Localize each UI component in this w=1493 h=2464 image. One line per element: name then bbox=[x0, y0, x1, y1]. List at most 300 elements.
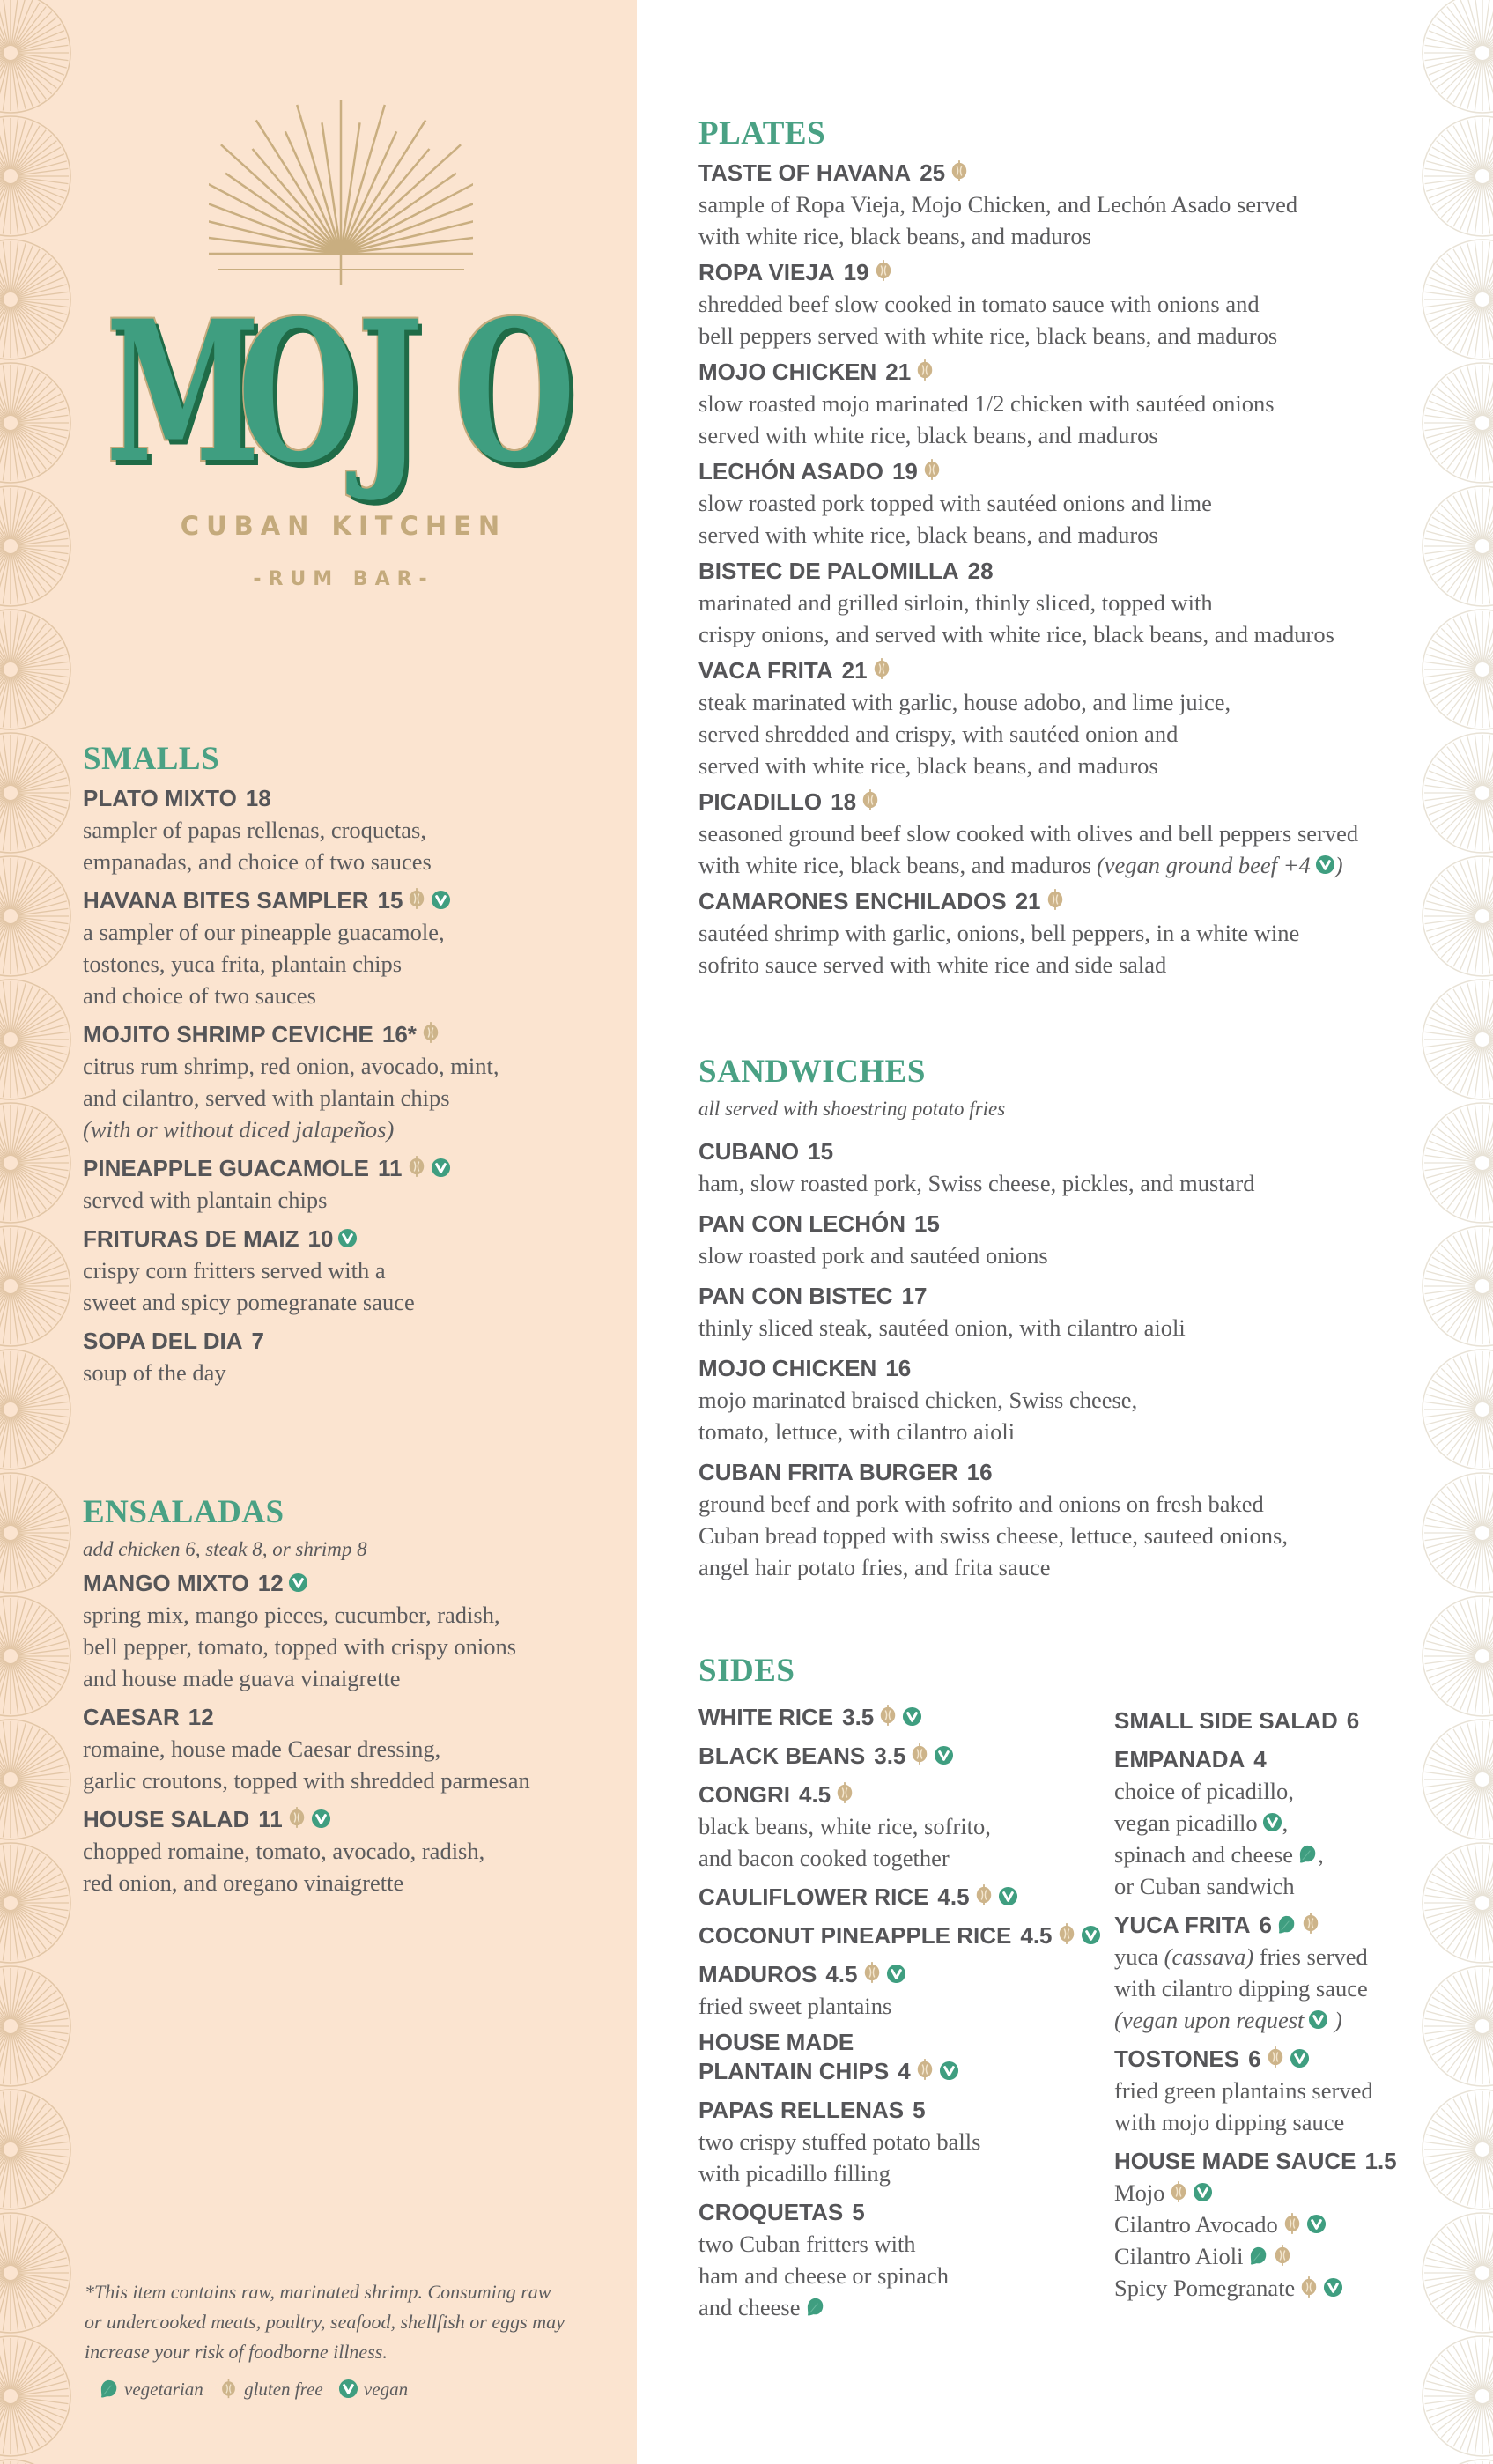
item-name: MOJITO SHRIMP CEVICHE bbox=[83, 1021, 373, 1047]
gluten-free-wheat-icon bbox=[1057, 1921, 1076, 1946]
gluten-free-wheat-icon bbox=[922, 457, 942, 482]
item-name: BLACK BEANS bbox=[698, 1743, 866, 1769]
vegan-v-icon bbox=[998, 1886, 1018, 1906]
desc-line: steak marinated with garlic, house adobo, and lime juice, bbox=[698, 689, 1231, 715]
item-name: MADUROS bbox=[698, 1961, 817, 1987]
item-header bbox=[83, 1701, 629, 1733]
desc-text: ) bbox=[1334, 852, 1343, 878]
item-header bbox=[698, 1352, 1403, 1384]
item-header bbox=[698, 1779, 1112, 1810]
item-description bbox=[83, 916, 629, 1011]
item-price: 15 bbox=[808, 1138, 834, 1165]
menu-item bbox=[698, 555, 1403, 650]
gluten-free-wheat-icon bbox=[878, 1703, 898, 1728]
item-price: 16* bbox=[381, 1021, 417, 1047]
gluten-free-wheat-icon bbox=[407, 886, 426, 911]
vegan-v-icon bbox=[902, 1706, 922, 1727]
desc-line: with white rice, black beans, and maduros bbox=[698, 223, 1091, 249]
menu-item bbox=[1114, 1705, 1467, 1736]
vegan-v-icon bbox=[288, 1572, 308, 1593]
vegan-v-icon bbox=[1323, 2277, 1343, 2298]
item-header bbox=[698, 1208, 1403, 1239]
item-name: FRITURAS DE MAIZ bbox=[83, 1225, 299, 1252]
sauce-name: Cilantro Aioli bbox=[1114, 2243, 1244, 2269]
item-name: TASTE OF HAVANA bbox=[698, 159, 912, 186]
item-description bbox=[83, 1050, 629, 1145]
item-price: 11 bbox=[258, 1806, 283, 1832]
item-name: LECHÓN ASADO bbox=[698, 458, 883, 485]
sauce-item bbox=[1114, 2209, 1467, 2240]
menu-item bbox=[698, 2094, 1112, 2189]
item-name: PINEAPPLE GUACAMOLE bbox=[83, 1155, 370, 1181]
desc-line: romaine, house made Caesar dressing, bbox=[83, 1735, 441, 1762]
item-price: 6 bbox=[1248, 2046, 1261, 2072]
item-header bbox=[83, 1018, 629, 1050]
desc-line: chopped romaine, tomato, avocado, radish, bbox=[83, 1838, 485, 1864]
item-price: 3.5 bbox=[842, 1704, 875, 1730]
gluten-free-wheat-icon bbox=[835, 1780, 854, 1805]
vegan-v-icon bbox=[886, 1964, 906, 1984]
menu-item bbox=[1114, 1909, 1467, 2036]
item-header bbox=[698, 2055, 1112, 2087]
item-description bbox=[83, 1599, 629, 1694]
section-title: SMALLS bbox=[83, 741, 220, 777]
desc-line: and bacon cooked together bbox=[698, 1845, 950, 1871]
gluten-free-wheat-icon bbox=[861, 788, 880, 812]
section-title: ENSALADAS bbox=[83, 1494, 285, 1530]
desc-line: with picadillo filling bbox=[698, 2160, 891, 2187]
legend-label: gluten free bbox=[244, 2379, 323, 2400]
item-header bbox=[698, 1958, 1112, 1990]
item-name: PAN CON BISTEC bbox=[698, 1283, 893, 1309]
section-note: all served with shoestring potato fries bbox=[698, 1098, 1006, 1120]
item-name: CAESAR bbox=[83, 1704, 180, 1730]
menu-item bbox=[698, 1352, 1403, 1447]
item-header bbox=[1114, 1705, 1467, 1736]
section-title: PLATES bbox=[698, 115, 826, 152]
item-header bbox=[1114, 1743, 1467, 1775]
dietary-legend bbox=[99, 2379, 418, 2401]
desc-text: (vegan upon request bbox=[1114, 2007, 1305, 2033]
desc-line: sample of Ropa Vieja, Mojo Chicken, and Lechón Asado served bbox=[698, 191, 1298, 218]
item-name: HOUSE MADE SAUCE bbox=[1114, 2148, 1356, 2174]
desc-line: or Cuban sandwich bbox=[1114, 1873, 1295, 1899]
desc-line: slow roasted pork topped with sautéed onions and lime bbox=[698, 490, 1212, 516]
desc-line: served with white rice, black beans, and maduros bbox=[698, 522, 1158, 548]
vegetarian-leaf-icon bbox=[1248, 2246, 1268, 2266]
desc-line: marinated and grilled sirloin, thinly sliced, topped with bbox=[698, 589, 1213, 616]
brand-wordmark bbox=[106, 277, 581, 506]
item-name: PAN CON LECHÓN bbox=[698, 1210, 905, 1237]
gluten-free-wheat-icon bbox=[874, 258, 893, 283]
menu-item bbox=[83, 782, 629, 877]
item-price: 6 bbox=[1346, 1707, 1360, 1734]
item-price: 4 bbox=[898, 2058, 911, 2084]
brand-tagline: -RUM BAR- bbox=[253, 568, 434, 590]
item-name: YUCA FRITA bbox=[1114, 1912, 1251, 1938]
item-description bbox=[83, 814, 629, 877]
desc-line: ham, slow roasted pork, Swiss cheese, pickles, and mustard bbox=[698, 1170, 1255, 1196]
palm-rays-icon bbox=[209, 82, 473, 307]
item-name: CROQUETAS bbox=[698, 2199, 844, 2225]
item-header bbox=[698, 256, 1403, 288]
sauce-item bbox=[1114, 2177, 1467, 2209]
section-ensaladas bbox=[83, 1493, 629, 1905]
item-header bbox=[83, 1223, 629, 1254]
item-name: CAMARONES ENCHILADOS bbox=[698, 888, 1007, 914]
menu-item bbox=[83, 1567, 629, 1694]
item-price: 28 bbox=[967, 558, 994, 584]
desc-line: served with white rice, black beans, and maduros bbox=[698, 422, 1158, 448]
desc-text: spinach and cheese bbox=[1114, 1841, 1294, 1868]
desc-line bbox=[698, 849, 1403, 881]
item-name: COCONUT PINEAPPLE RICE bbox=[698, 1922, 1012, 1949]
desc-line bbox=[1114, 1839, 1467, 1870]
desc-line: sampler of papas rellenas, croquetas, bbox=[83, 817, 426, 843]
item-header bbox=[83, 782, 629, 814]
section-plates bbox=[698, 115, 1403, 985]
desc-text: , bbox=[1318, 1841, 1324, 1868]
desc-text: , bbox=[1282, 1809, 1289, 1836]
desc-italic: (cassava) bbox=[1164, 1943, 1254, 1970]
item-name: CONGRI bbox=[698, 1781, 790, 1808]
vegan-v-icon bbox=[1315, 855, 1335, 875]
item-price: 4.5 bbox=[1020, 1922, 1053, 1949]
item-name: SOPA DEL DIA bbox=[83, 1328, 243, 1354]
item-description bbox=[698, 288, 1403, 351]
vegan-v-icon bbox=[1262, 1812, 1282, 1832]
sauce-item bbox=[1114, 2272, 1467, 2304]
item-header bbox=[698, 1280, 1403, 1312]
item-price: 21 bbox=[885, 359, 912, 385]
menu-item bbox=[698, 157, 1403, 252]
vegan-v-icon bbox=[1193, 2182, 1213, 2202]
gluten-free-wheat-icon bbox=[974, 1883, 994, 1907]
desc-line bbox=[1114, 1941, 1467, 1972]
item-name: HAVANA BITES SAMPLER bbox=[83, 887, 369, 914]
menu-item bbox=[698, 1456, 1403, 1583]
desc-line: angel hair potato fries, and frita sauce bbox=[698, 1554, 1051, 1580]
item-price: 15 bbox=[913, 1210, 940, 1237]
desc-line: slow roasted pork and sautéed onions bbox=[698, 1242, 1048, 1269]
desc-line: crispy onions, and served with white rice, black beans, and maduros bbox=[698, 621, 1334, 647]
item-name-line: HOUSE MADE bbox=[698, 2029, 854, 2055]
desc-line: choice of picadillo, bbox=[1114, 1778, 1294, 1804]
item-header bbox=[83, 1325, 629, 1357]
section-smalls bbox=[83, 740, 629, 1395]
item-description bbox=[698, 1312, 1403, 1343]
menu-item bbox=[83, 1152, 629, 1216]
item-price: 25 bbox=[920, 159, 946, 186]
vegetarian-leaf-icon bbox=[1276, 1914, 1297, 1935]
menu-item bbox=[698, 1779, 1112, 1874]
brand-letter: M bbox=[106, 277, 261, 506]
desc-text: yuca bbox=[1114, 1943, 1164, 1970]
menu-item bbox=[698, 1740, 1112, 1772]
desc-line: and cilantro, served with plantain chips bbox=[83, 1084, 450, 1111]
gluten-free-wheat-icon bbox=[1266, 2045, 1285, 2069]
raw-food-disclaimer bbox=[85, 2277, 613, 2367]
desc-text: ) bbox=[1328, 2007, 1342, 2033]
menu-item bbox=[698, 1280, 1403, 1343]
item-name: PLATO MIXTO bbox=[83, 785, 237, 811]
item-header bbox=[698, 455, 1403, 487]
item-header bbox=[698, 1881, 1112, 1913]
menu-item bbox=[83, 1701, 629, 1796]
item-price: 4.5 bbox=[937, 1883, 970, 1910]
desc-line: tostones, yuca frita, plantain chips bbox=[83, 951, 403, 977]
desc-line: fried sweet plantains bbox=[698, 1993, 892, 2019]
desc-line: two Cuban fritters with bbox=[698, 2231, 916, 2257]
item-price: 6 bbox=[1259, 1912, 1273, 1938]
item-name: MOJO CHICKEN bbox=[698, 1355, 877, 1381]
desc-text: fries served bbox=[1253, 1943, 1368, 1970]
item-price: 19 bbox=[843, 259, 869, 285]
menu-item bbox=[698, 2196, 1112, 2323]
item-description bbox=[698, 1239, 1403, 1271]
item-header bbox=[698, 555, 1403, 587]
gluten-free-wheat-icon bbox=[1046, 887, 1065, 912]
gluten-free-wheat-icon bbox=[407, 1154, 426, 1179]
desc-line: citrus rum shrimp, red onion, avocado, mint, bbox=[83, 1053, 499, 1079]
item-description bbox=[698, 818, 1403, 881]
item-description bbox=[698, 1810, 1112, 1874]
gluten-free-wheat-icon bbox=[1301, 1911, 1320, 1935]
item-price: 10 bbox=[307, 1225, 334, 1252]
item-header bbox=[1114, 1909, 1467, 1941]
desc-line: sautéed shrimp with garlic, onions, bell peppers, in a white wine bbox=[698, 920, 1300, 946]
desc-line: thinly sliced steak, sautéed onion, with cilantro aioli bbox=[698, 1314, 1186, 1341]
vegan-v-icon bbox=[1308, 2009, 1328, 2030]
item-name: WHITE RICE bbox=[698, 1704, 834, 1730]
item-name: PAPAS RELLENAS bbox=[698, 2097, 905, 2123]
item-note: (with or without diced jalapeños) bbox=[83, 1116, 395, 1143]
item-name: ROPA VIEJA bbox=[698, 259, 835, 285]
item-name: SMALL SIDE SALAD bbox=[1114, 1707, 1338, 1734]
legend-label: vegan bbox=[363, 2379, 409, 2400]
desc-line: with cilantro dipping sauce bbox=[1114, 1975, 1368, 2002]
item-name: PICADILLO bbox=[698, 788, 823, 815]
item-header bbox=[698, 786, 1403, 818]
menu-item bbox=[698, 1881, 1112, 1913]
item-description bbox=[83, 1733, 629, 1796]
vegetarian-leaf-icon bbox=[805, 2297, 825, 2317]
item-name: PLANTAIN CHIPS bbox=[698, 2058, 890, 2084]
item-description bbox=[83, 1357, 629, 1388]
disclaimer-line: *This item contains raw, marinated shrimp. Consuming raw bbox=[85, 2281, 551, 2303]
vegan-v-icon bbox=[311, 1809, 331, 1829]
item-price: 12 bbox=[188, 1704, 214, 1730]
item-description bbox=[1114, 2075, 1467, 2138]
section-title: SIDES bbox=[698, 1653, 795, 1689]
vegan-v-icon bbox=[338, 2379, 358, 2399]
item-header bbox=[698, 1920, 1112, 1951]
vegan-v-icon bbox=[431, 1158, 451, 1178]
desc-line: and choice of two sauces bbox=[83, 982, 316, 1009]
item-name: CAULIFLOWER RICE bbox=[698, 1883, 929, 1910]
sauce-name: Spicy Pomegranate bbox=[1114, 2275, 1296, 2301]
desc-line: empanadas, and choice of two sauces bbox=[83, 848, 432, 875]
sauce-item bbox=[1114, 2240, 1467, 2272]
gluten-free-wheat-icon bbox=[287, 1805, 307, 1830]
vegetarian-leaf-icon bbox=[1297, 1844, 1318, 1864]
desc-line bbox=[698, 2291, 1112, 2323]
item-header bbox=[698, 655, 1403, 686]
item-header bbox=[83, 1567, 629, 1599]
item-price: 4.5 bbox=[825, 1961, 858, 1987]
desc-line: garlic croutons, topped with shredded parmesan bbox=[83, 1767, 530, 1794]
disclaimer-line: or undercooked meats, poultry, seafood, shellfish or eggs may bbox=[85, 2311, 565, 2333]
item-description bbox=[83, 1835, 629, 1898]
desc-line: red onion, and oregano vinaigrette bbox=[83, 1869, 404, 1896]
item-name: CUBANO bbox=[698, 1138, 800, 1165]
desc-line: served with plantain chips bbox=[83, 1187, 328, 1213]
item-price: 3.5 bbox=[874, 1743, 906, 1769]
desc-text: vegan picadillo bbox=[1114, 1809, 1258, 1836]
item-description bbox=[698, 189, 1403, 252]
item-description bbox=[698, 1488, 1403, 1583]
desc-line: slow roasted mojo marinated 1/2 chicken with sautéed onions bbox=[698, 390, 1275, 417]
menu-item bbox=[83, 1325, 629, 1388]
brand-letter: J bbox=[357, 277, 423, 506]
section-note: add chicken 6, steak 8, or shrimp 8 bbox=[83, 1538, 367, 1560]
item-description bbox=[1114, 1775, 1467, 1902]
menu-item bbox=[698, 885, 1403, 980]
desc-line: soup of the day bbox=[83, 1359, 226, 1386]
menu-item bbox=[698, 655, 1403, 781]
desc-line: shredded beef slow cooked in tomato sauce with onions and bbox=[698, 291, 1260, 317]
desc-line: ham and cheese or spinach bbox=[698, 2262, 950, 2289]
menu-item bbox=[698, 356, 1403, 451]
section-title: SANDWICHES bbox=[698, 1054, 926, 1090]
item-price: 4 bbox=[1253, 1746, 1267, 1772]
item-price: 16 bbox=[885, 1355, 912, 1381]
desc-line: spring mix, mango pieces, cucumber, radish, bbox=[83, 1602, 500, 1628]
item-name: EMPANADA bbox=[1114, 1746, 1245, 1772]
gluten-free-wheat-icon bbox=[1282, 2211, 1302, 2236]
item-description bbox=[698, 2228, 1112, 2323]
item-header bbox=[698, 356, 1403, 388]
item-price: 17 bbox=[901, 1283, 928, 1309]
vegan-v-icon bbox=[1306, 2214, 1327, 2234]
item-price: 7 bbox=[251, 1328, 265, 1354]
menu-item bbox=[83, 1223, 629, 1318]
desc-line: with mojo dipping sauce bbox=[1114, 2109, 1345, 2135]
item-price: 19 bbox=[891, 458, 918, 485]
menu-item bbox=[698, 1701, 1112, 1733]
item-description bbox=[83, 1254, 629, 1318]
menu-item bbox=[1114, 1743, 1467, 1902]
item-name: MOJO CHICKEN bbox=[698, 359, 877, 385]
item-header bbox=[698, 885, 1403, 917]
item-price: 4.5 bbox=[799, 1781, 831, 1808]
desc-line: fried green plantains served bbox=[1114, 2077, 1373, 2104]
brand-letter: O bbox=[454, 277, 575, 506]
gluten-free-wheat-icon bbox=[915, 2057, 935, 2082]
brand-letter: O bbox=[238, 277, 359, 506]
menu-item bbox=[698, 1136, 1403, 1199]
vegan-v-icon bbox=[431, 890, 451, 910]
item-name: BISTEC DE PALOMILLA bbox=[698, 558, 959, 584]
vegan-v-icon bbox=[934, 1745, 954, 1765]
item-header bbox=[1114, 2043, 1467, 2075]
desc-line: bell pepper, tomato, topped with crispy onions bbox=[83, 1633, 517, 1660]
gluten-free-wheat-icon bbox=[950, 159, 969, 183]
item-description bbox=[698, 1384, 1403, 1447]
gluten-free-wheat-icon bbox=[872, 656, 891, 681]
item-price: 21 bbox=[1015, 888, 1041, 914]
item-description bbox=[698, 388, 1403, 451]
item-header bbox=[83, 1803, 629, 1835]
item-header bbox=[698, 2196, 1112, 2228]
menu-item bbox=[1114, 2145, 1467, 2304]
desc-line: two crispy stuffed potato balls bbox=[698, 2128, 981, 2155]
gluten-free-wheat-icon bbox=[1169, 2179, 1188, 2204]
menu-item bbox=[698, 1920, 1112, 1951]
vegan-v-icon bbox=[1290, 2048, 1310, 2068]
desc-line: tomato, lettuce, with cilantro aioli bbox=[698, 1418, 1016, 1445]
desc-line bbox=[1114, 2004, 1467, 2036]
vegan-v-icon bbox=[337, 1228, 358, 1248]
item-header bbox=[698, 1701, 1112, 1733]
item-description bbox=[698, 487, 1403, 551]
menu-item bbox=[698, 256, 1403, 351]
legend-label: vegetarian bbox=[124, 2379, 203, 2400]
disclaimer-line: increase your risk of foodborne illness. bbox=[85, 2341, 388, 2363]
section-sandwiches bbox=[698, 1053, 1403, 1592]
desc-line: sofrito sauce served with white rice and side salad bbox=[698, 951, 1167, 978]
desc-text: and cheese bbox=[698, 2294, 801, 2320]
gluten-free-wheat-icon bbox=[862, 1960, 882, 1985]
gluten-free-wheat-icon bbox=[910, 1742, 929, 1766]
menu-item bbox=[1114, 2043, 1467, 2138]
item-header bbox=[1114, 2145, 1467, 2177]
desc-line: ground beef and pork with sofrito and onions on fresh baked bbox=[698, 1491, 1264, 1517]
desc-line: seasoned ground beef slow cooked with olives and bell peppers served bbox=[698, 820, 1359, 847]
desc-line bbox=[1114, 1807, 1467, 1839]
item-header bbox=[698, 1740, 1112, 1772]
brand-subtitle: CUBAN KITCHEN bbox=[180, 511, 507, 541]
menu-item bbox=[698, 786, 1403, 881]
desc-line: crispy corn fritters served with a bbox=[83, 1257, 386, 1284]
menu-item bbox=[83, 1803, 629, 1898]
item-name: VACA FRITA bbox=[698, 657, 833, 684]
sauce-name: Cilantro Avocado bbox=[1114, 2211, 1278, 2238]
item-price: 16 bbox=[966, 1459, 993, 1485]
item-price: 12 bbox=[257, 1570, 284, 1596]
item-header bbox=[698, 157, 1403, 189]
vegan-v-icon bbox=[939, 2061, 959, 2081]
menu-item bbox=[83, 1018, 629, 1145]
item-header bbox=[83, 1152, 629, 1184]
menu-item bbox=[698, 2029, 1112, 2087]
item-price: 5 bbox=[913, 2097, 926, 2123]
section-sides-col2 bbox=[1114, 1705, 1467, 2311]
item-price: 11 bbox=[378, 1155, 403, 1181]
item-price: 18 bbox=[831, 788, 857, 815]
item-price: 18 bbox=[245, 785, 271, 811]
menu-item bbox=[698, 1208, 1403, 1271]
desc-line: black beans, white rice, sofrito, bbox=[698, 1813, 991, 1839]
section-sides bbox=[698, 1652, 1112, 2330]
vegan-v-icon bbox=[1081, 1925, 1101, 1945]
item-price: 15 bbox=[377, 887, 403, 914]
item-name: MANGO MIXTO bbox=[83, 1570, 249, 1596]
item-price: 5 bbox=[852, 2199, 865, 2225]
desc-line: and house made guava vinaigrette bbox=[83, 1665, 401, 1691]
item-description bbox=[1114, 1941, 1467, 2036]
desc-line: Cuban bread topped with swiss cheese, lettuce, sauteed onions, bbox=[698, 1522, 1288, 1549]
